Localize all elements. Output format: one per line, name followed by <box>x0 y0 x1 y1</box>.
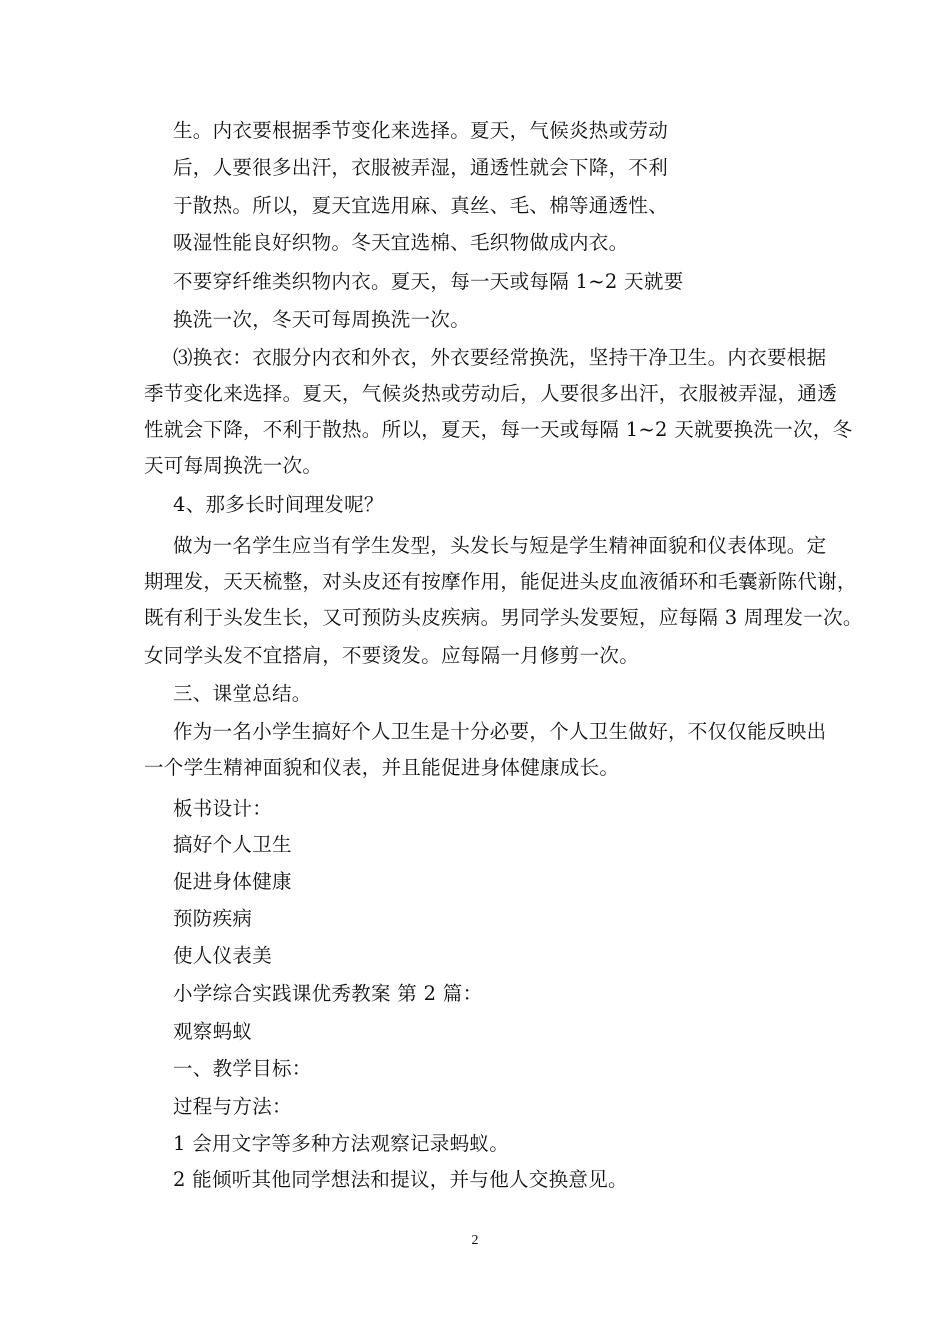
section-heading: 三、课堂总结。 <box>173 682 312 705</box>
page-number: 2 <box>471 1233 479 1248</box>
list-item: 2 能倾听其他同学想法和提议，并与他人交换意见。 <box>173 1168 628 1191</box>
lesson-title: 小学综合实践课优秀教案 第 2 篇： <box>173 982 483 1005</box>
paragraph-line: 性就会下降，不利于散热。所以，夏天，每一天或每隔 1~2 天就要换洗一次，冬 <box>144 418 853 441</box>
lesson-topic: 观察蚂蚁 <box>173 1020 253 1043</box>
section-heading: 一、教学目标： <box>173 1057 312 1080</box>
paragraph-line: 期理发，天天梳整，对头皮还有按摩作用，能促进头皮血液循环和毛囊新陈代谢， <box>144 570 857 593</box>
subheading: 过程与方法： <box>173 1095 292 1118</box>
paragraph-line: 做为一名学生应当有学生发型，头发长与短是学生精神面貌和仪表体现。定 <box>173 534 827 557</box>
text-line: 于散热。所以，夏天宜选用麻、真丝、毛、棉等通透性、 <box>173 194 669 217</box>
paragraph-line: ⑶换衣：衣服分内衣和外衣，外衣要经常换洗，坚持干净卫生。内衣要根据 <box>173 346 827 369</box>
board-item: 使人仪表美 <box>173 944 273 967</box>
text-line: 后，人要很多出汗，衣服被弄湿，通透性就会下降，不利 <box>173 156 669 179</box>
paragraph-line: 作为一名小学生搞好个人卫生是十分必要，个人卫生做好，不仅仅能反映出 <box>173 720 827 743</box>
board-item: 预防疾病 <box>173 907 253 930</box>
board-heading: 板书设计： <box>173 797 273 820</box>
question-heading: 4、那多长时间理发呢？ <box>173 493 384 516</box>
text-line: 吸湿性能良好织物。冬天宜选棉、毛织物做成内衣。 <box>173 231 629 254</box>
paragraph-line: 一个学生精神面貌和仪表，并且能促进身体健康成长。 <box>144 756 620 779</box>
board-item: 促进身体健康 <box>173 870 292 893</box>
board-item: 搞好个人卫生 <box>173 833 292 856</box>
paragraph-line: 既有利于头发生长，又可预防头皮疾病。男同学头发要短，应每隔 3 周理发一次。 <box>144 606 863 629</box>
list-item: 1 会用文字等多种方法观察记录蚂蚁。 <box>173 1132 510 1155</box>
paragraph-line: 季节变化来选择。夏天，气候炎热或劳动后，人要很多出汗，衣服被弄湿，通透 <box>144 382 838 405</box>
paragraph-line: 女同学头发不宜搭肩，不要烫发。应每隔一月修剪一次。 <box>144 644 640 667</box>
text-line: 不要穿纤维类织物内衣。夏天，每一天或每隔 1~2 天就要 <box>173 270 684 293</box>
paragraph-line: 天可每周换洗一次。 <box>144 454 323 477</box>
text-line: 生。内衣要根据季节变化来选择。夏天，气候炎热或劳动 <box>173 119 669 142</box>
text-line: 换洗一次，冬天可每周换洗一次。 <box>173 308 471 331</box>
